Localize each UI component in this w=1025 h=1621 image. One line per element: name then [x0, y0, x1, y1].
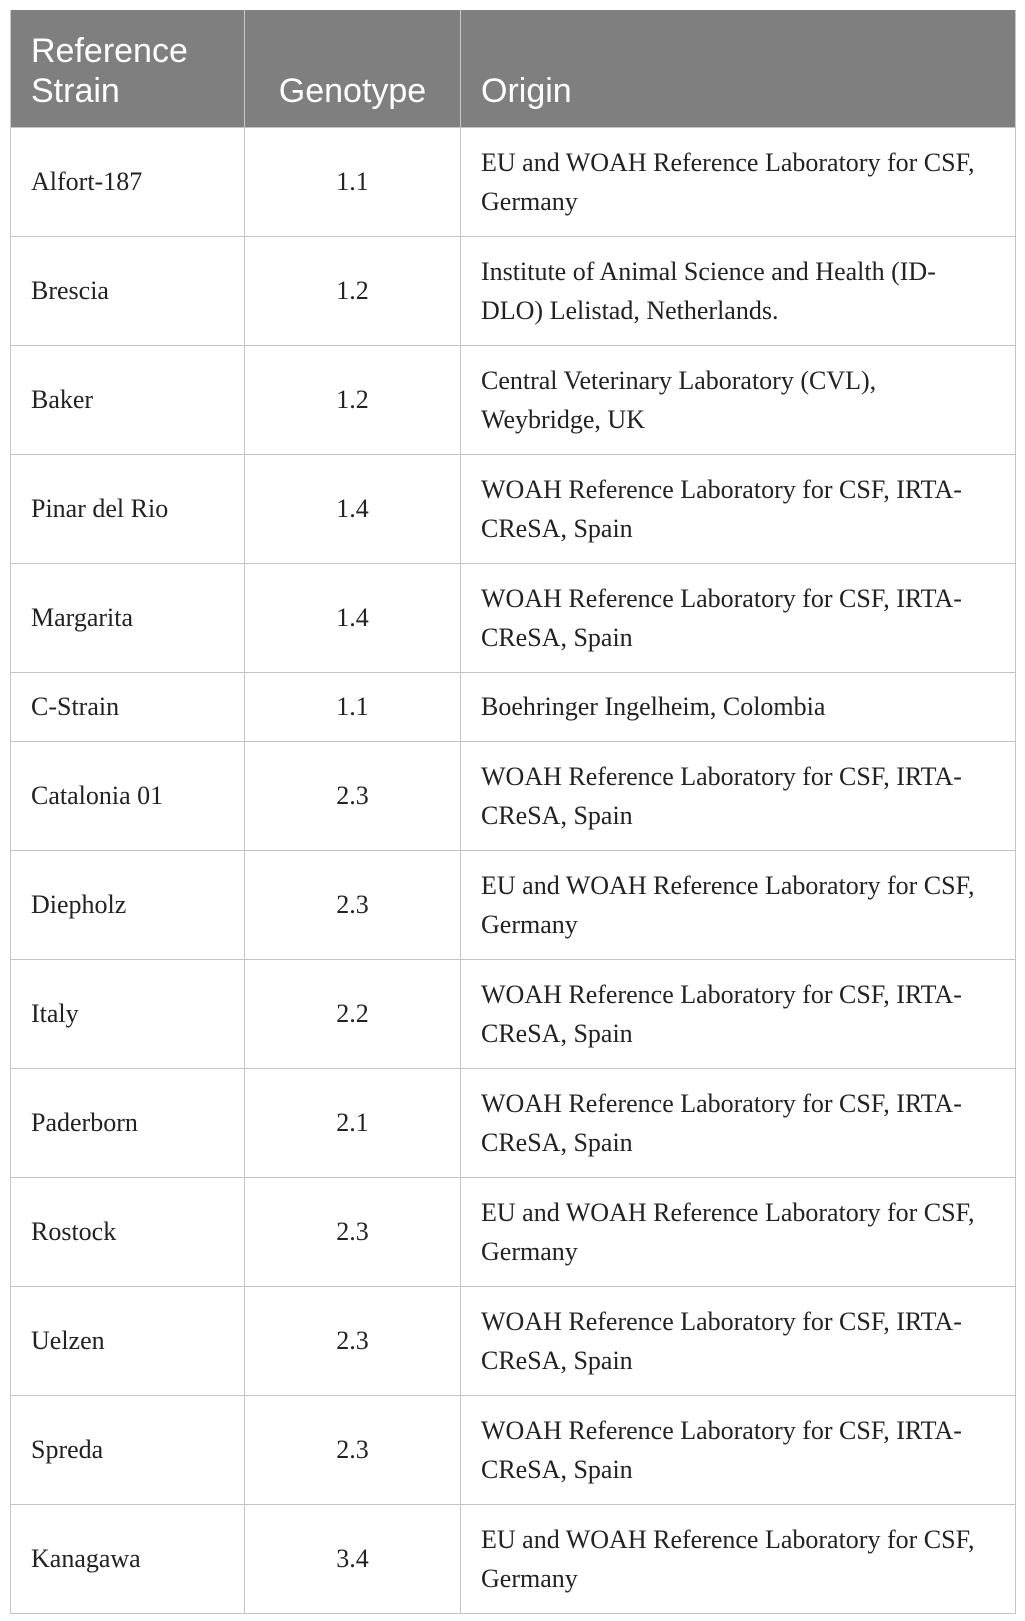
strain-cell: Spreda	[11, 1395, 245, 1504]
strain-cell: Diepholz	[11, 850, 245, 959]
genotype-cell: 1.2	[245, 345, 461, 454]
strain-cell: Kanagawa	[11, 1504, 245, 1613]
strain-cell: Uelzen	[11, 1286, 245, 1395]
table-row	[11, 1286, 1016, 1395]
origin-cell: Central Veterinary Laboratory (CVL), Weybridge, UK	[461, 345, 1016, 454]
genotype-cell: 2.3	[245, 741, 461, 850]
strain-cell: C-Strain	[11, 672, 245, 741]
strain-cell: Pinar del Rio	[11, 454, 245, 563]
strain-cell: Rostock	[11, 1177, 245, 1286]
genotype-cell: 2.3	[245, 1286, 461, 1395]
origin-cell: EU and WOAH Reference Laboratory for CSF, Germany	[461, 850, 1016, 959]
origin-cell: WOAH Reference Laboratory for CSF, IRTA-CReSA, Spain	[461, 1068, 1016, 1177]
origin-cell: WOAH Reference Laboratory for CSF, IRTA-CReSA, Spain	[461, 563, 1016, 672]
table-row	[11, 345, 1016, 454]
genotype-cell: 3.4	[245, 1504, 461, 1613]
table-header	[11, 10, 1016, 127]
origin-cell: Boehringer Ingelheim, Colombia	[461, 672, 1016, 741]
strain-cell: Paderborn	[11, 1068, 245, 1177]
origin-cell: EU and WOAH Reference Laboratory for CSF, Germany	[461, 1504, 1016, 1613]
genotype-cell: 1.4	[245, 454, 461, 563]
header-row	[11, 10, 1016, 127]
table-row	[11, 127, 1016, 236]
origin-cell: WOAH Reference Laboratory for CSF, IRTA-CReSA, Spain	[461, 454, 1016, 563]
origin-cell: Institute of Animal Science and Health (ID-DLO) Lelistad, Netherlands.	[461, 236, 1016, 345]
origin-cell: EU and WOAH Reference Laboratory for CSF, Germany	[461, 127, 1016, 236]
table-row	[11, 1395, 1016, 1504]
origin-cell: WOAH Reference Laboratory for CSF, IRTA-CReSA, Spain	[461, 1286, 1016, 1395]
table-row	[11, 563, 1016, 672]
header-reference-strain: Reference Strain	[11, 10, 245, 127]
table-row	[11, 850, 1016, 959]
origin-cell: WOAH Reference Laboratory for CSF, IRTA-CReSA, Spain	[461, 741, 1016, 850]
origin-cell: EU and WOAH Reference Laboratory for CSF, Germany	[461, 1177, 1016, 1286]
table-row	[11, 741, 1016, 850]
genotype-cell: 1.4	[245, 563, 461, 672]
table-body	[11, 127, 1016, 1613]
table-row	[11, 672, 1016, 741]
genotype-cell: 2.1	[245, 1068, 461, 1177]
reference-strain-table	[10, 10, 1016, 1614]
table-row	[11, 236, 1016, 345]
strain-cell: Catalonia 01	[11, 741, 245, 850]
table-row	[11, 1504, 1016, 1613]
genotype-cell: 2.3	[245, 1177, 461, 1286]
genotype-cell: 1.2	[245, 236, 461, 345]
table-row	[11, 454, 1016, 563]
genotype-cell: 1.1	[245, 672, 461, 741]
strain-cell: Italy	[11, 959, 245, 1068]
origin-cell: WOAH Reference Laboratory for CSF, IRTA-CReSA, Spain	[461, 1395, 1016, 1504]
genotype-cell: 2.2	[245, 959, 461, 1068]
strain-cell: Alfort-187	[11, 127, 245, 236]
header-origin: Origin	[461, 10, 1016, 127]
header-genotype: Genotype	[245, 10, 461, 127]
strain-cell: Margarita	[11, 563, 245, 672]
table-row	[11, 959, 1016, 1068]
genotype-cell: 2.3	[245, 850, 461, 959]
table-row	[11, 1177, 1016, 1286]
table-row	[11, 1068, 1016, 1177]
genotype-cell: 1.1	[245, 127, 461, 236]
strain-cell: Brescia	[11, 236, 245, 345]
strain-cell: Baker	[11, 345, 245, 454]
origin-cell: WOAH Reference Laboratory for CSF, IRTA-CReSA, Spain	[461, 959, 1016, 1068]
genotype-cell: 2.3	[245, 1395, 461, 1504]
